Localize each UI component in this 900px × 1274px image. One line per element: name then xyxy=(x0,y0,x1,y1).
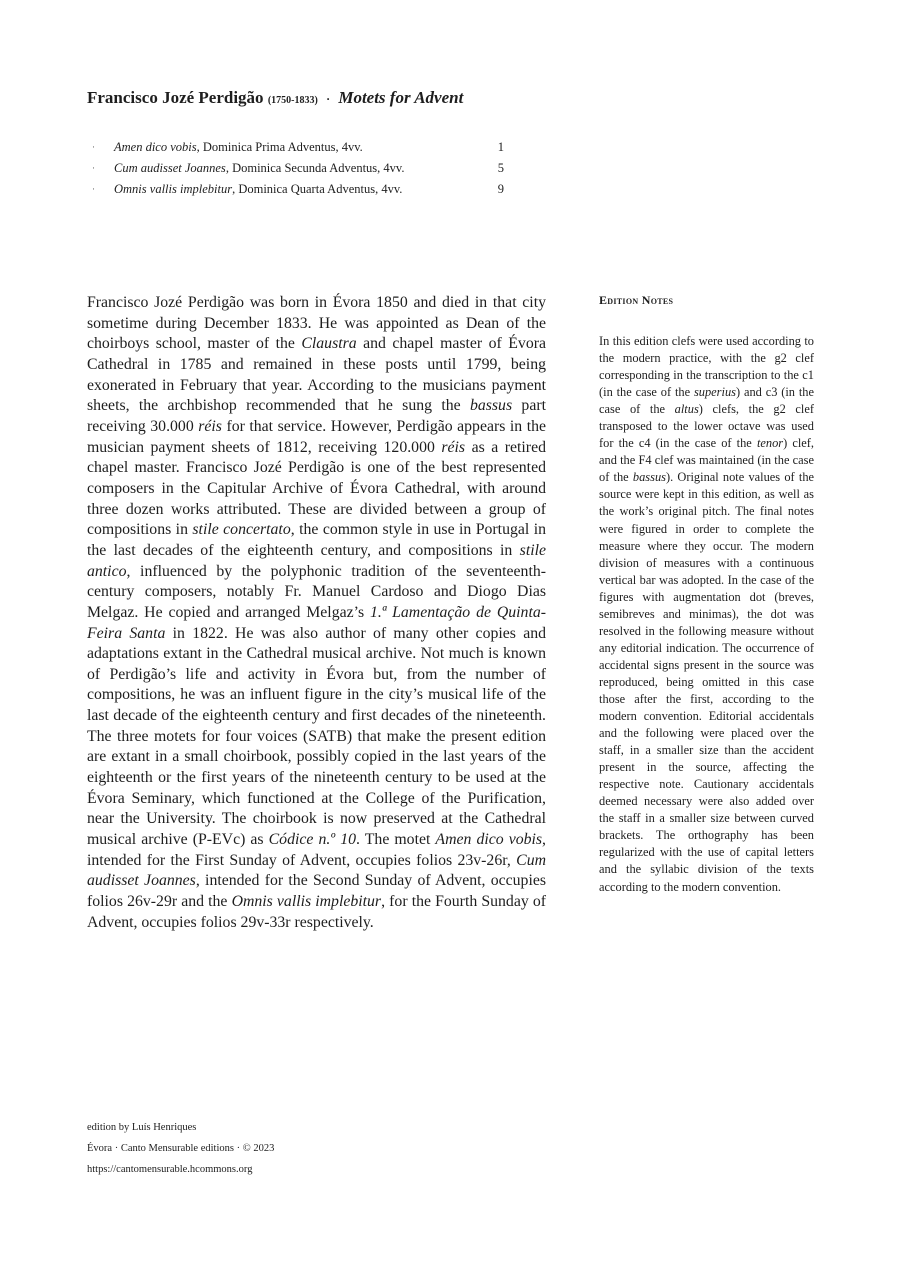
composer-name: Francisco Jozé Perdigão xyxy=(87,88,264,107)
toc-page-number: 1 xyxy=(497,140,504,154)
edition-notes xyxy=(599,293,814,896)
title-separator: · xyxy=(326,92,331,106)
website-link[interactable]: https://cantomensurable.hcommons.org xyxy=(87,1164,253,1175)
toc-bullet: · xyxy=(92,142,95,152)
toc-entry-description: , Dominica Prima Adventus, 4vv. xyxy=(196,140,363,154)
toc-bullet: · xyxy=(92,184,95,194)
toc-entry[interactable] xyxy=(92,140,512,161)
edition-notes-body: In this edition clefs were used according to the modern practice, with the g2 clef corresponding in the transcription to the c1 (in the case of the superius) and c3 (in the case of the altus) clefs, the g2 clef transposed to the lower octave was used for the c4 (in the case of the tenor) clef, and the F4 clef was maintained (in the case of the bassus). Original note values of the source were kept in this edition, as well as the work’s original pitch. The final notes were figured in order to complete the measure where they occur. The modern division of measures with a continuous vertical bar was adopted. In the case of the figures with augmentation dot (breves, semibreves and minimas), the dot was resolved in the following measure without any editorial indication. The occurrence of accidental signs present in the source was reproduced, being omitted in this case those after the first, according to the modern convention. Editorial accidentals and the following were placed over the staff, in a smaller size than the accident present in the source, affecting the respective note. Cautionary accidentals deemed necessary were also added over the staff in a smaller size between curved brackets. The orthography has been regularized with the use of capital letters and the syllabic division of the texts according to the modern convention. xyxy=(599,334,815,894)
collection-subtitle: Motets for Advent xyxy=(338,88,464,107)
page-title xyxy=(87,88,463,108)
toc-entry-text xyxy=(114,140,363,155)
toc-entry-description: , Dominica Secunda Adventus, 4vv. xyxy=(225,161,405,175)
toc-entry-text xyxy=(114,161,405,176)
toc-page-number: 9 xyxy=(497,182,504,196)
colophon xyxy=(87,1117,274,1180)
toc-entry-text xyxy=(114,182,402,197)
editor-credit: edition by Luís Henriques xyxy=(87,1122,197,1133)
toc-entry-title: Cum audisset Joannes xyxy=(114,161,226,175)
publisher-line: Évora · Canto Mensurable editions · © 2023 xyxy=(87,1143,275,1154)
introduction-paragraph: Francisco Jozé Perdigão was born in Évora 1850 and died in that city sometime during December 1833. He was appointed as Dean of the choirboys school, master of the Claustra and chapel master of Évora Cathedral in 1785 and remained in these posts until 1799, being exonerated in February that year. According to the musicians payment sheets, the archbishop recommended that he sung the bassus part receiving 30.000 réis for that service. However, Perdigão appears in the musician payment sheets of 1812, receiving 120.000 réis as a retired chapel master. Francisco Jozé Perdigão is one of the best represented composers in the Capitular Archive of Évora Cathedral, with around three dozen works attributed. These are divided between a group of compositions in stile concertato, the common style in use in Portugal in the last decades of the eighteenth century, and compositions in stile antico, influenced by the polyphonic tradition of the seventeenth-century composers, notably Fr. Manuel Cardoso and Diogo Dias Melgaz. He copied and arranged Melgaz’s 1.ª Lamentação de Quinta-Feira Santa in 1822. He was also author of many other copies and adaptations extant in the Cathedral musical archive. Not much is known of Perdigão’s life and activity in Évora but, from the number of compositions, he was an influent figure in the city’s musical life of the last decade of the eighteenth century and first decades of the nineteenth. The three motets for four voices (SATB) that make the present edition are extant in a small choirbook, possibly copied in the last years of the eighteenth or the first years of the nineteenth century to be used at the Évora Seminary, which functioned at the College of the Purification, near the University. The choirbook is now preserved at the Cathedral musical archive (P-EVc) as Códice n.º 10. The motet Amen dico vobis, intended for the First Sunday of Advent, occupies folios 23v-26r, Cum audisset Joannes, intended for the Second Sunday of Advent, occupies folios 26v-29r and the Omnis vallis implebitur, for the Fourth Sunday of Advent, occupies folios 29v-33r respectively. xyxy=(87,294,547,931)
table-of-contents xyxy=(92,140,512,203)
toc-entry[interactable] xyxy=(92,161,512,182)
toc-entry-title: Omnis vallis implebitur xyxy=(114,182,233,196)
edition-notes-heading: Edition Notes xyxy=(599,293,674,307)
composer-dates: (1750-1833) xyxy=(267,95,318,106)
toc-entry-title: Amen dico vobis xyxy=(114,140,197,154)
toc-page-number: 5 xyxy=(497,161,504,175)
toc-bullet: · xyxy=(92,163,95,173)
introduction-text xyxy=(87,293,546,933)
toc-entry[interactable] xyxy=(92,182,512,203)
toc-entry-description: , Dominica Quarta Adventus, 4vv. xyxy=(232,182,403,196)
